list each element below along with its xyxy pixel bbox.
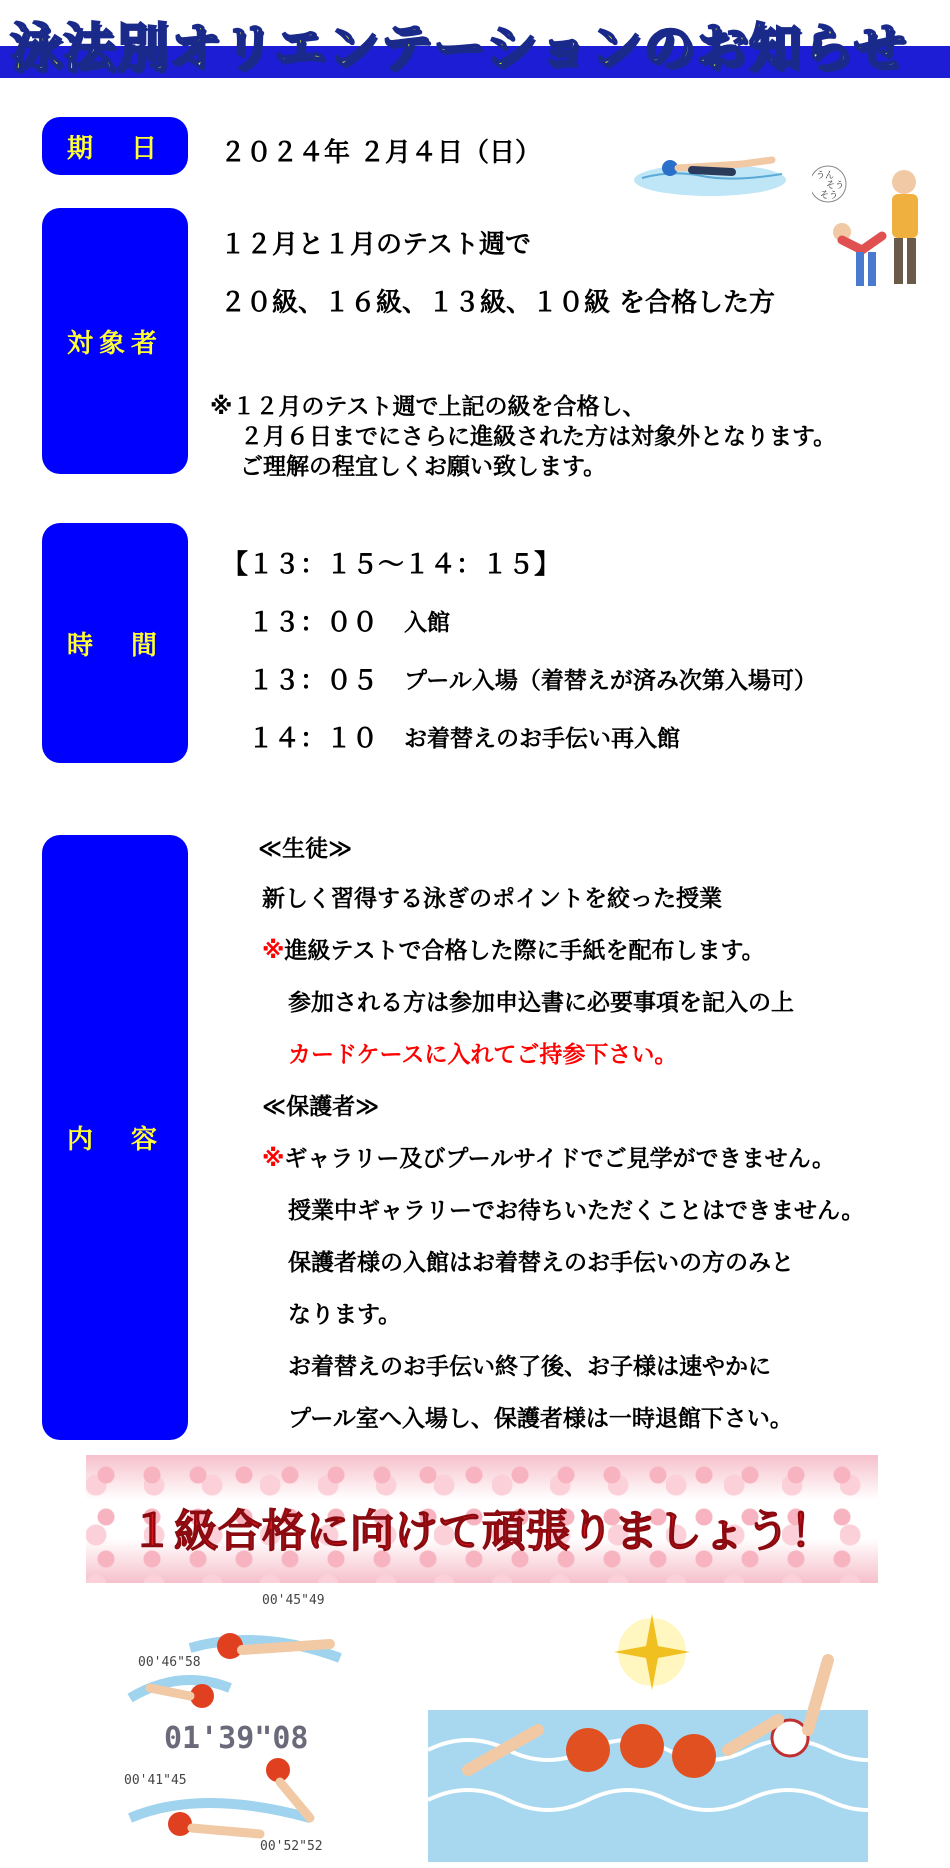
page-title: 泳法別オリエンテーションのお知らせ <box>10 19 907 79</box>
encouragement-banner <box>86 1455 878 1583</box>
target-label-box <box>42 208 188 474</box>
target-note1: ※１２月のテスト週で上記の級を合格し、 <box>210 394 646 420</box>
guardians-line4: なります。 <box>288 1302 402 1328</box>
guardians-line2: 授業中ギャラリーでお待ちいただくことはできません。 <box>288 1198 865 1224</box>
target-line2: ２０級、１６級、１３級、１０級 を合格した方 <box>220 288 776 318</box>
students-line3: 参加される方は参加申込書に必要事項を記入の上 <box>288 990 794 1016</box>
lap-time-2: 00'46"58 <box>138 1655 201 1670</box>
guardians-line6: プール室へ入場し、保護者様は一時退館下さい。 <box>288 1406 793 1432</box>
lap-time-1: 00'45"49 <box>262 1593 325 1608</box>
time-label-box <box>42 523 188 763</box>
banner-text: １級合格に向けて頑張りましょう！ <box>130 1506 834 1557</box>
target-label: 対象者 <box>66 328 163 359</box>
celebrating-swimmers-illustration <box>428 1600 868 1862</box>
content-label: 内 容 <box>66 1125 163 1155</box>
students-line4: カードケースに入れてご持参下さい。 <box>288 1042 678 1068</box>
time-range: 【１３：１５～１４：１５】 <box>222 550 561 580</box>
students-note-mark: ※ <box>262 938 285 964</box>
lap-time-4: 00'52"52 <box>260 1839 323 1854</box>
students-note-text: 進級テストで合格した際に手紙を配布します。 <box>284 938 765 964</box>
guardians-line5: お着替えのお手伝い終了後、お子様は速やかに <box>288 1354 771 1380</box>
total-time: 01'39"08 <box>164 1721 309 1756</box>
time-row-3-time: １４：１０ <box>248 724 379 754</box>
guardians-heading: ≪保護者≫ <box>262 1094 380 1120</box>
speech-3: そう <box>820 191 839 201</box>
time-row-3-text: お着替えのお手伝い再入館 <box>404 726 680 752</box>
guardians-note-text: ギャラリー及びプールサイドでご見学ができません。 <box>284 1146 835 1172</box>
date-value: ２０２４年 ２月４日（日） <box>220 138 542 168</box>
target-note2: ２月６日までにさらに進級された方は対象外となります。 <box>240 424 837 450</box>
guardians-note <box>262 1140 835 1173</box>
time-row-1-text: 入館 <box>404 610 450 636</box>
speech-2: そう <box>826 181 845 191</box>
speech-1: うん <box>816 171 835 181</box>
lap-time-3: 00'41"45 <box>124 1773 187 1788</box>
guardians-line3: 保護者様の入館はお着替えのお手伝いの方のみと <box>288 1250 794 1276</box>
date-label-box <box>42 117 188 175</box>
time-label: 時 間 <box>66 630 163 661</box>
coach-child-illustration <box>812 160 942 290</box>
content-label-box <box>42 835 188 1440</box>
students-note <box>262 932 765 965</box>
swimmer-illustration <box>632 144 788 200</box>
time-row-1-time: １３：００ <box>248 608 379 638</box>
target-note3: ご理解の程宜しくお願い致します。 <box>240 454 607 480</box>
students-line1: 新しく習得する泳ぎのポイントを絞った授業 <box>262 886 722 912</box>
swimmers-laptime-illustration <box>110 1588 380 1860</box>
time-row-2-text: プール入場（着替えが済み次第入場可） <box>404 668 817 694</box>
star-icon <box>614 1614 690 1690</box>
date-label: 期 日 <box>66 133 163 164</box>
time-row-2-time: １３：０５ <box>248 666 379 696</box>
students-heading: ≪生徒≫ <box>258 836 353 862</box>
header <box>0 0 950 80</box>
target-line1: １２月と１月のテスト週で <box>220 230 531 260</box>
guardians-note-mark: ※ <box>262 1146 285 1172</box>
